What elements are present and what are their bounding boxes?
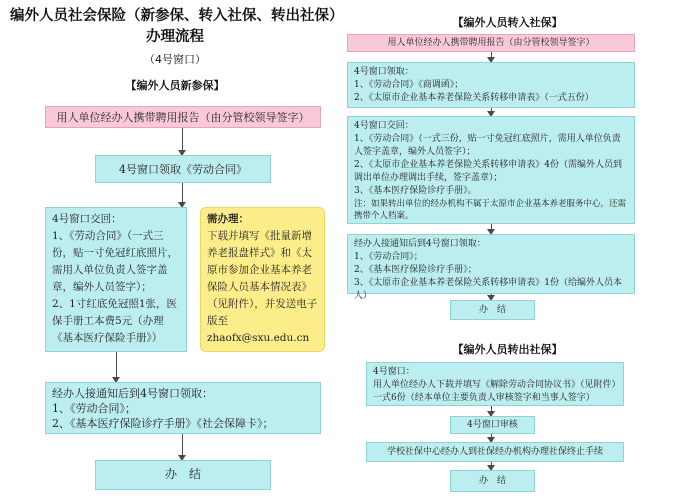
arrow-down: [491, 462, 492, 470]
arrow-down: [182, 128, 183, 155]
step-head: 4号窗口：: [373, 367, 415, 377]
section-new-enroll: 【编外人员新参保】: [125, 79, 225, 92]
step-head: 经办人接通知后到4号窗口领取：: [52, 387, 213, 400]
step-item: 1、《劳动合同》；: [354, 252, 423, 262]
step-item: 3、《太原市企业基本养老保险关系转移申请表》1份（给编外人员本人）: [354, 278, 622, 301]
arrow-down: [182, 183, 183, 207]
arrow-down: [116, 352, 117, 382]
step-item: 2、《基本医疗保险诊疗手册》《社会保障卡》；: [52, 417, 274, 430]
new-step-report: 用人单位经办人携带聘用报告（由分管校领导签字）: [45, 106, 321, 128]
in-step-collect: [347, 62, 635, 108]
step-head: 4号窗口领取：: [354, 67, 414, 77]
out-done: 办 结: [450, 470, 535, 492]
section-transfer-out: 【编外人员转出社保】: [452, 343, 563, 356]
arrow-down: [182, 434, 183, 460]
in-step-report: 用人单位经办人携带聘用报告（由分管校领导签字）: [347, 34, 635, 52]
in-step-pickup: [347, 234, 635, 301]
window-number: （4号窗口）: [144, 53, 206, 66]
step-note: 注：如果转出单位的经办机构不属于太原市企业基本养老服务中心，还需携带个人档案。: [354, 199, 627, 221]
in-step-return: [347, 116, 635, 224]
out-step-terminate: 学校社保中心经办人到社保经办机构办理社保终止手续: [366, 442, 624, 462]
new-step-return-docs: [45, 207, 187, 352]
step-item: 2、《太原市企业基本养老保险关系转移申请表》4份（需编外人员到调出单位办理调出手续，签字盖章）；: [354, 160, 622, 183]
new-done: 办 结: [95, 460, 271, 490]
step-item: 2、1寸红底免冠照1张，医保手册工本费5元（办理《基本医疗保险手册》）: [52, 298, 178, 344]
out-step-download: [366, 362, 624, 406]
arrow-down: [491, 224, 492, 234]
step-item: 3、《基本医疗保险诊疗手册》。: [354, 186, 477, 196]
step-item: 2、《基本医疗保险诊疗手册》；: [354, 265, 477, 275]
step-item: 1、《劳动合同》（一式三份，贴一寸免冠红底照片，需用人单位负责人签字盖章，编外人员签字）；: [354, 134, 621, 157]
title-line-1: 编外人员社会保险（新参保、转入社保、转出社保）: [10, 8, 344, 24]
step-body: 用人单位经办人下载并填写《解除劳动合同协议书》（见附件）一式6份（经本单位主要负责人审核签字和当事人签字）: [373, 380, 617, 403]
note-head: 需办理：: [207, 213, 249, 225]
note-body: 下载并填写《批量新增养老报盘样式》和《太原市参加企业基本养老保险人员基本情况表》（见附件），并发送电子版至zhaofx@sxu.edu.cn: [207, 230, 318, 344]
section-transfer-in: 【编外人员转入社保】: [452, 16, 563, 29]
new-step-collect-contract: 4号窗口领取《劳动合同》: [95, 155, 271, 183]
step-item: 2、《太原市企业基本养老保险关系转移申请表》（一式五份）: [354, 93, 594, 103]
step-item: 1、《劳动合同》；: [52, 402, 136, 415]
arrow-down: [491, 108, 492, 116]
out-step-review: 4号窗口审核: [450, 416, 535, 434]
step-head: 4号窗口交回：: [354, 121, 414, 131]
in-done: 办 结: [450, 300, 535, 320]
new-step-pickup: [45, 382, 321, 434]
arrow-down: [491, 406, 492, 416]
title-line-2: 办理流程: [146, 29, 204, 45]
step-head: 4号窗口交回：: [52, 213, 122, 225]
step-head: 经办人接通知后到4号窗口领取：: [354, 239, 486, 249]
arrow-down: [491, 52, 492, 62]
step-item: 1、《劳动合同》（一式三份，贴一寸免冠红底照片，需用人单位负责人签字盖章，编外人员签字）；: [52, 230, 178, 293]
note-required: [200, 207, 325, 352]
main-title: [10, 6, 344, 48]
arrow-down: [491, 434, 492, 442]
step-item: 1、《劳动合同》《商调函》；: [354, 80, 464, 90]
